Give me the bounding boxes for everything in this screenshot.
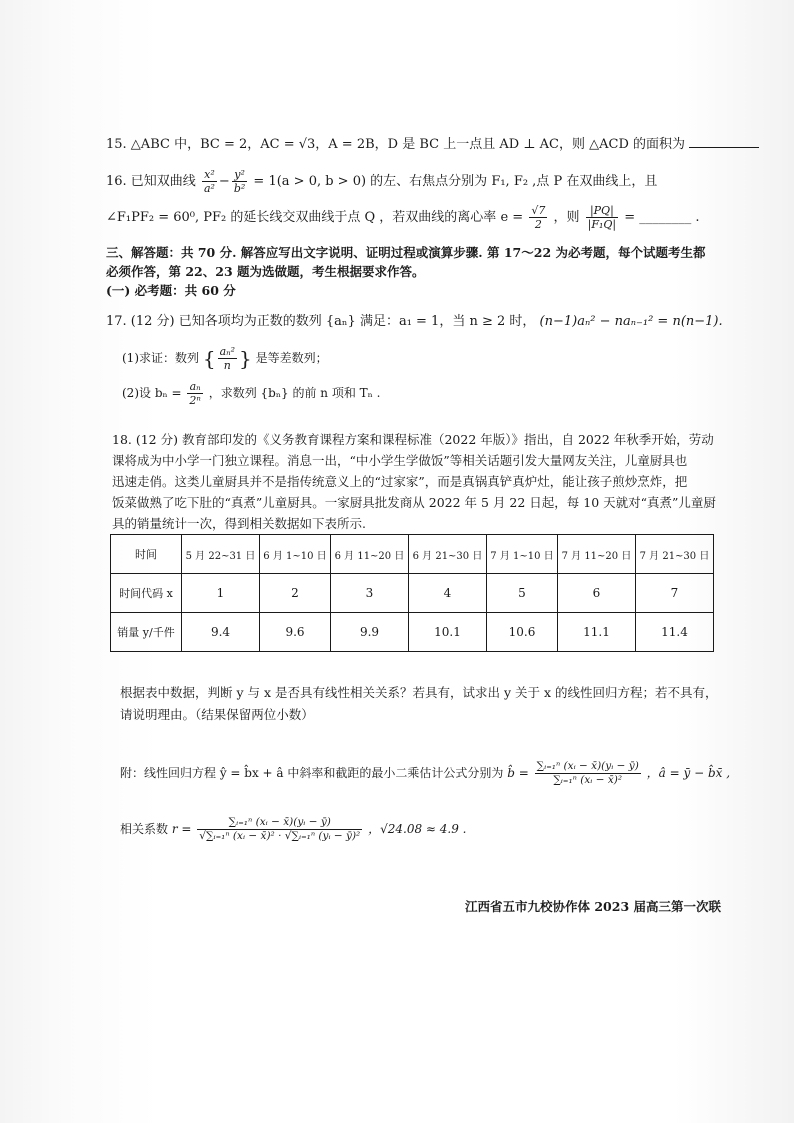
- appendix-line: [120, 760, 730, 787]
- table-cell-x: 5: [486, 574, 557, 613]
- q16-ecc-num: √7: [531, 204, 546, 217]
- q16-eccentricity-fraction: [529, 204, 547, 231]
- q17-part2-den: 2ⁿ: [189, 394, 201, 407]
- table-row-y: [111, 613, 714, 652]
- q16-ecc-den: 2: [534, 218, 542, 231]
- q17-stem: [106, 313, 723, 331]
- b-hat-lhs: b̂ =: [507, 766, 529, 780]
- table-cell-y: 9.6: [260, 613, 331, 652]
- table-cell-period: 5 月 22~31 日: [182, 535, 260, 574]
- q17-part2-suffix: ，求数列 {bₙ} 的前 n 项和 Tₙ .: [208, 386, 381, 400]
- r-numerator: ∑ᵢ₌₁ⁿ (xᵢ − x̄)(yᵢ − ȳ): [197, 816, 362, 830]
- sqrt-hint: ，√24.08 ≈ 4.9 .: [368, 822, 467, 836]
- table-cell-period: 7 月 11~20 日: [557, 535, 635, 574]
- q17-part-2: [122, 380, 380, 407]
- table-cell-x: 1: [182, 574, 260, 613]
- row-header-time: 时间: [111, 535, 182, 574]
- table-cell-y: 11.4: [635, 613, 713, 652]
- table-row-x: [111, 574, 714, 613]
- table-cell-y: 10.6: [486, 613, 557, 652]
- q18-line-1: 18. (12 分) 教育部印发的《义务教育课程方案和课程标准（2022 年版）》指出，自 2022 年秋季开始，劳动: [112, 432, 714, 447]
- footer-text: 江西省五市九校协作体 2023 届高三第一次联: [465, 899, 721, 914]
- table-cell-x: 7: [635, 574, 713, 613]
- appendix-prefix: 附：线性回归方程 ŷ = b̂x + â 中斜率和截距的最小二乘估计公式分别为: [120, 766, 504, 780]
- q16-suffix: = 1(a > 0, b > 0) 的左、右焦点分别为 F₁, F₂ ,点 P 在双曲线上，且: [253, 174, 658, 189]
- q16-ratio-fraction: [586, 204, 618, 231]
- q16-frac-x-den: a²: [203, 182, 215, 195]
- q16-ratio-num: |PQ|: [586, 204, 618, 218]
- table-cell-x: 6: [557, 574, 635, 613]
- table-cell-period: 6 月 11~20 日: [330, 535, 408, 574]
- table-cell-period: 7 月 21~30 日: [635, 535, 713, 574]
- q17-part2-num: aₙ: [187, 380, 202, 394]
- q17-part1-prefix: (1)求证：数列: [122, 351, 199, 365]
- b-hat-fraction: [535, 760, 641, 787]
- q17-stem-prefix: 17. (12 分) 已知各项均为正数的数列 {aₙ} 满足：a₁ = 1，当 n ≥ 2 时，: [106, 314, 536, 329]
- table-cell-x: 4: [408, 574, 486, 613]
- q18-line-3: 迅速走俏。这类儿童厨具并不是指传统意义上的“过家家”，而是真锅真铲真炉灶，能让孩子煎炒烹炸，把: [112, 474, 688, 489]
- q15-text: 15. △ABC 中，BC = 2，AC = √3，A = 2B，D 是 BC 上一点且 AD ⊥ AC，则 △ACD 的面积为: [106, 137, 686, 152]
- q17-part2-fraction: [187, 380, 202, 407]
- table-cell-period: 6 月 1~10 日: [260, 535, 331, 574]
- q17-part1-fraction: [218, 345, 237, 372]
- correlation-line: [120, 816, 467, 843]
- a-hat-formula: ，â = ȳ − b̂x̄ ,: [646, 766, 731, 780]
- q18-question-line-1: 根据表中数据，判断 y 与 x 是否具有线性相关关系？若具有，试求出 y 关于 x 的线性回归方程；若不具有，: [120, 685, 718, 700]
- table-cell-y: 9.9: [330, 613, 408, 652]
- q16-frac-y-den: b²: [233, 182, 246, 195]
- q17-part1-num: aₙ²: [219, 345, 235, 358]
- q18-line-5: 具的销量统计一次，得到相关数据如下表所示.: [112, 516, 366, 531]
- q18-question-line-2: 请说明理由。（结果保留两位小数）: [120, 707, 314, 722]
- r-lhs: r =: [171, 822, 192, 836]
- b-hat-denominator: ∑ᵢ₌₁ⁿ (xᵢ − x̄)²: [553, 774, 623, 786]
- row-header-x: 时间代码 x: [111, 574, 182, 613]
- q16-line2-suffix: = ________ .: [624, 210, 700, 225]
- q17-part-1: (1)求证：数列 { $\frac{\text{aₙ²}}{n}$ } 是等差数列；: [122, 345, 328, 372]
- q16-frac-y-num: y²: [232, 168, 247, 182]
- q16-fraction-x: [202, 168, 217, 195]
- q17-part2-prefix: (2)设 bₙ =: [122, 386, 182, 400]
- table-cell-period: 7 月 1~10 日: [486, 535, 557, 574]
- table-cell-x: 2: [260, 574, 331, 613]
- table-cell-y: 11.1: [557, 613, 635, 652]
- q15-answer-blank: [689, 135, 759, 148]
- q18-line-2: 课将成为中小学一门独立课程。消息一出，“中小学生学做饭”等相关话题引发大量网友关注，儿童厨具也: [112, 453, 688, 468]
- q17-part1-den: n: [223, 359, 231, 372]
- q17-stem-formula: (n−1)aₙ² − naₙ₋₁² = n(n−1).: [539, 314, 723, 329]
- section3-line-1: 三、解答题：共 70 分. 解答应写出文字说明、证明过程或演算步骤. 第 17～22 为必考题，每个试题考生都: [106, 245, 706, 260]
- q16-frac-x-num: x²: [202, 168, 217, 182]
- sales-table: [110, 534, 714, 652]
- table-row-time: [111, 535, 714, 574]
- q15-line: [106, 135, 759, 154]
- table-cell-x: 3: [330, 574, 408, 613]
- b-hat-numerator: ∑ᵢ₌₁ⁿ (xᵢ − x̄)(yᵢ − ȳ): [536, 760, 639, 772]
- q18-line-4: 饭菜做熟了吃下肚的“真煮”儿童厨具。一家厨具批发商从 2022 年 5 月 22 日起，每 10 天就对“真煮”儿童厨: [112, 495, 716, 510]
- q17-part1-suffix: 是等差数列；: [255, 351, 328, 365]
- table-cell-y: 10.1: [408, 613, 486, 652]
- table-cell-period: 6 月 21~30 日: [408, 535, 486, 574]
- q16-line-2: [106, 204, 700, 231]
- section3-line-2: 必须作答，第 22、23 题为选做题，考生根据要求作答。: [106, 264, 425, 279]
- q16-ratio-den: |F₁Q|: [587, 218, 617, 231]
- section3-subheading: (一) 必考题：共 60 分: [106, 283, 236, 298]
- r-fraction: [197, 816, 362, 843]
- table-cell-y: 9.4: [182, 613, 260, 652]
- r-denominator: √∑ᵢ₌₁ⁿ (xᵢ − x̄)² · √∑ᵢ₌₁ⁿ (yᵢ − ȳ)²: [199, 830, 361, 842]
- r-prefix: 相关系数: [120, 822, 169, 836]
- q16-line-1: 16. 已知双曲线 $\frac{\text{x²}}{\text{a²}}$ − $\frac{\text{y²}}{\text{b²}}$ = 1(a > 0, b > 0) 的左、右焦点分别为 F₁, F₂ ,点 P 在双曲线上，且: [106, 168, 658, 195]
- q16-line2-mid: ，则: [553, 210, 580, 225]
- q16-fraction-y: [232, 168, 247, 195]
- q16-line2-prefix: ∠F₁PF₂ = 60⁰, PF₂ 的延长线交双曲线于点 Q ，若双曲线的离心率 e =: [106, 210, 524, 225]
- row-header-y: 销量 y/千件: [111, 613, 182, 652]
- q16-prefix: 16. 已知双曲线: [106, 174, 196, 189]
